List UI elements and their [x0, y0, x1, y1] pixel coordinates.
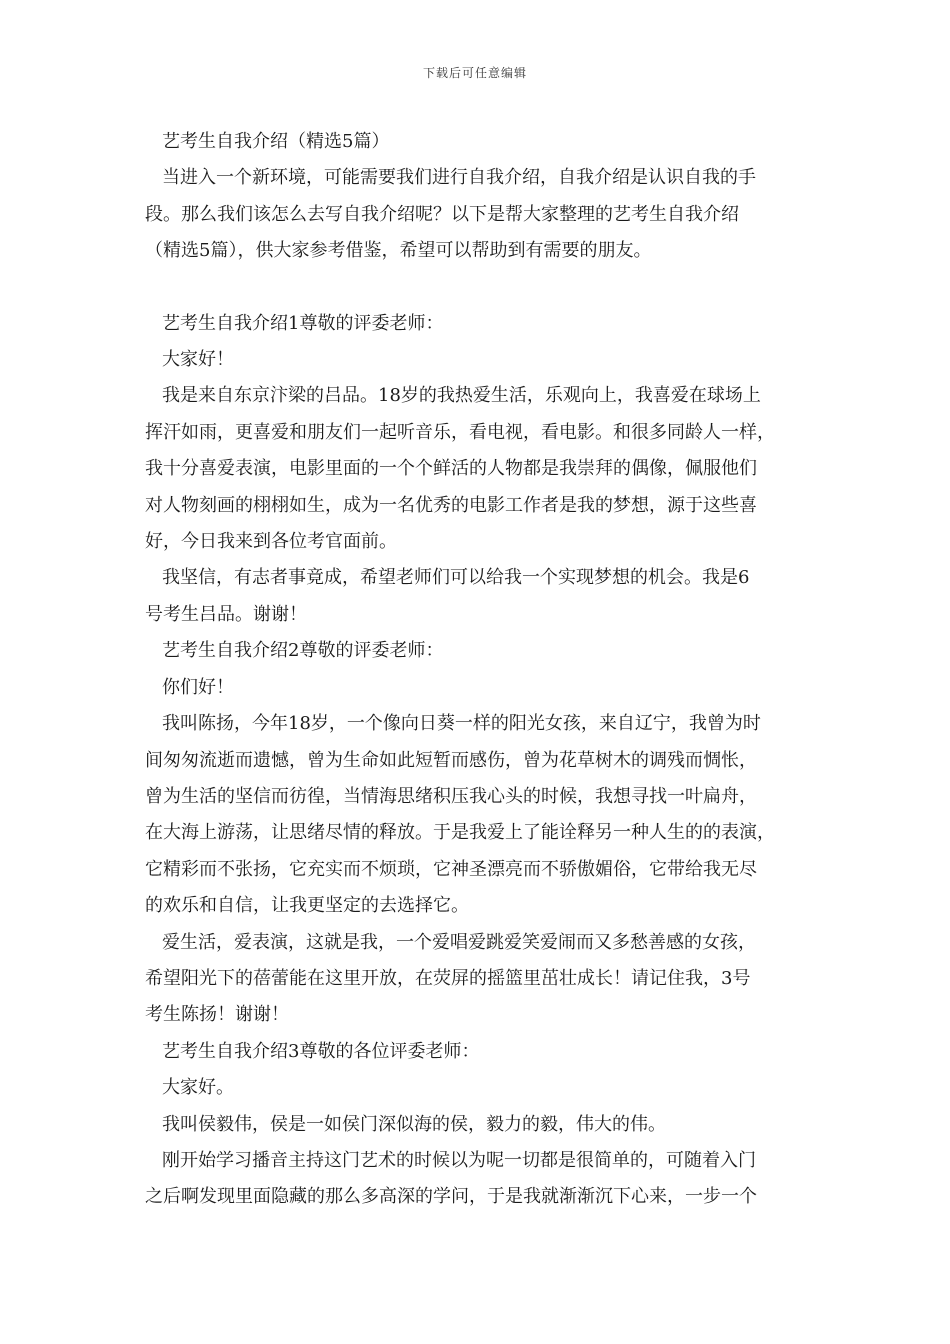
paragraph-line: 爱生活，爱表演，这就是我，一个爱唱爱跳爱笑爱闹而又多愁善感的女孩， [162, 931, 756, 953]
paragraph-line: 挥汗如雨，更喜爱和朋友们一起听音乐，看电视，看电影。和很多同龄人一样， [145, 421, 775, 443]
page-header: 下载后可任意编辑 [422, 66, 527, 80]
intro-paragraph [145, 160, 813, 269]
paragraph-line: 我十分喜爱表演，电影里面的一个个鲜活的人物都是我崇拜的偶像，佩服他们 [145, 458, 757, 480]
section-greeting-2: 你们好！ [162, 676, 234, 698]
paragraph-line: 在大海上游荡，让思绪尽情的释放。于是我爱上了能诠释另一种人生的的表演， [145, 822, 775, 844]
paragraph-line: 刚开始学习播音主持这门艺术的时候以为呢一切都是很简单的，可随着入门 [162, 1149, 756, 1171]
paragraph-line: 曾为生活的坚信而彷徨，当情海思绪积压我心头的时候，我想寻找一叶扁舟， [145, 785, 757, 807]
paragraph-line: 它精彩而不张扬，它充实而不烦琐，它神圣漂亮而不骄傲媚俗，它带给我无尽 [145, 858, 757, 880]
section-2-paragraph-2 [145, 925, 813, 1034]
paragraph-line: 之后啊发现里面隐藏的那么多高深的学问，于是我就渐渐沉下心来，一步一个 [145, 1186, 757, 1208]
paragraph-line: 我叫侯毅伟，侯是一如侯门深似海的侯，毅力的毅，伟大的伟。 [162, 1113, 666, 1135]
blank-line [145, 270, 813, 306]
paragraph-line: 我是来自东京汴梁的吕品。18岁的我热爱生活，乐观向上，我喜爱在球场上 [162, 385, 761, 407]
paragraph-line: 我坚信，有志者事竟成，希望老师们可以给我一个实现梦想的机会。我是6 [162, 567, 750, 589]
section-greeting-1: 大家好！ [162, 349, 234, 371]
section-heading-2: 艺考生自我介绍2尊敬的评委老师： [162, 640, 444, 662]
section-3-paragraph-1 [145, 1107, 813, 1143]
intro-line: 当进入一个新环境，可能需要我们进行自我介绍，自我介绍是认识自我的手 [162, 167, 756, 189]
paragraph-line: 考生陈扬！谢谢！ [145, 1004, 289, 1026]
paragraph-line: 我叫陈扬，今年18岁，一个像向日葵一样的阳光女孩，来自辽宁，我曾为时 [162, 713, 761, 735]
section-2-paragraph-1 [145, 706, 813, 924]
section-1-paragraph-1 [145, 378, 813, 560]
document-body [145, 124, 813, 1216]
paragraph-line: 希望阳光下的蓓蕾能在这里开放，在荧屏的摇篮里茁壮成长！请记住我，3号 [145, 967, 751, 989]
section-greeting-3: 大家好。 [162, 1077, 234, 1099]
paragraph-line: 号考生吕品。谢谢！ [145, 603, 307, 625]
document-title: 艺考生自我介绍（精选5篇） [162, 131, 390, 152]
paragraph-line: 的欢乐和自信，让我更坚定的去选择它。 [145, 895, 469, 917]
paragraph-line: 间匆匆流逝而遗憾，曾为生命如此短暂而感伤，曾为花草树木的调残而惆怅， [145, 749, 757, 771]
paragraph-line: 好，今日我来到各位考官面前。 [145, 531, 397, 553]
paragraph-line: 对人物刻画的栩栩如生，成为一名优秀的电影工作者是我的梦想，源于这些喜 [145, 494, 757, 516]
section-1-paragraph-2 [145, 560, 813, 633]
intro-line: （精选5篇），供大家参考借鉴，希望可以帮助到有需要的朋友。 [145, 240, 652, 262]
intro-line: 段。那么我们该怎么去写自我介绍呢？以下是帮大家整理的艺考生自我介绍 [145, 203, 739, 225]
section-3-paragraph-2 [145, 1143, 813, 1216]
section-heading-1: 艺考生自我介绍1尊敬的评委老师： [162, 312, 444, 334]
section-heading-3: 艺考生自我介绍3尊敬的各位评委老师： [162, 1040, 480, 1062]
